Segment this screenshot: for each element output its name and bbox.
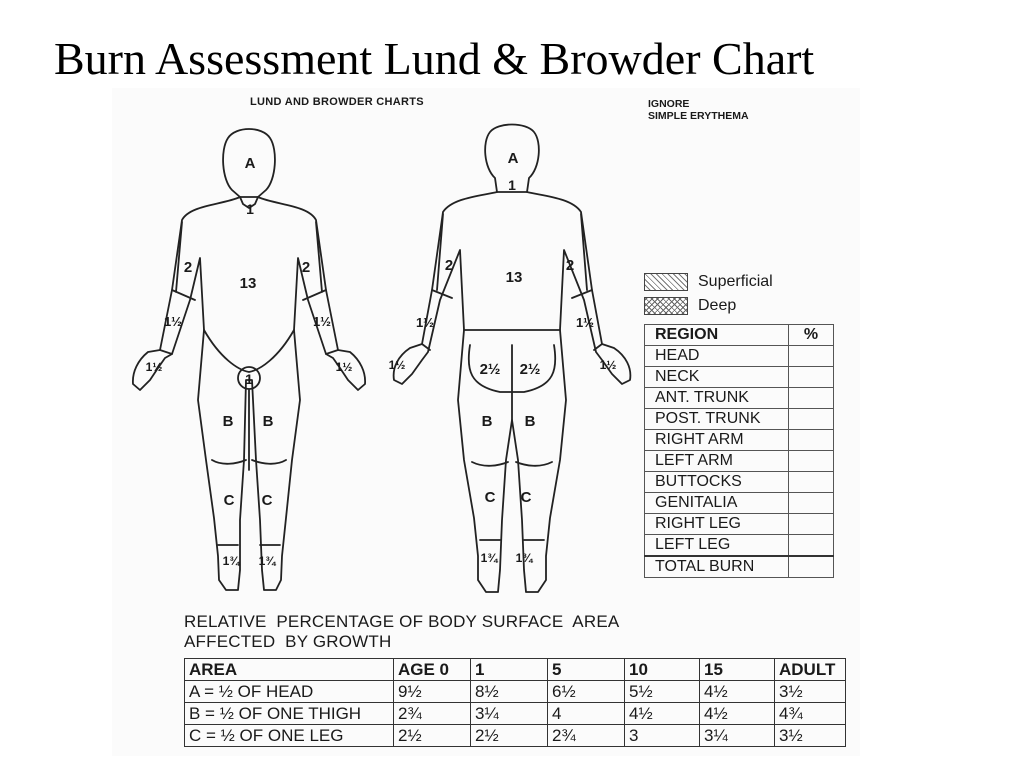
front-groin-lines [204, 330, 294, 470]
region-cell: BUTTOCKS [645, 472, 789, 493]
growth-heading-line-1: RELATIVE PERCENTAGE OF BODY SURFACE AREA [184, 612, 620, 631]
back-thigh-left-label: B [481, 413, 493, 430]
region-table-header [645, 325, 834, 346]
table-row [185, 703, 846, 725]
back-upper-arm-left-label: 2 [444, 257, 454, 274]
value-cell: 3½ [775, 681, 846, 703]
back-buttock-left-label: 2½ [479, 361, 501, 378]
legend-superficial [644, 270, 773, 294]
front-genitalia-label: 1 [245, 371, 253, 387]
front-head-label: A [244, 155, 256, 172]
value-cell: 4½ [700, 703, 775, 725]
value-cell: 4 [548, 703, 625, 725]
value-cell: 5½ [625, 681, 700, 703]
front-forearm-left-label: 1½ [312, 314, 332, 329]
table-row [645, 388, 834, 409]
back-foot-right-label: 1¾ [515, 551, 533, 565]
value-cell: 4½ [625, 703, 700, 725]
table-row [185, 681, 846, 703]
front-trunk-label: 13 [239, 275, 257, 292]
table-row [645, 346, 834, 367]
area-header: AREA [185, 659, 394, 681]
percent-cell[interactable] [789, 346, 834, 367]
area-cell: B = ½ OF ONE THIGH [185, 703, 394, 725]
percent-cell[interactable] [789, 514, 834, 535]
front-foot-left-label: 1¾ [258, 554, 276, 568]
total-percent-cell[interactable] [789, 556, 834, 578]
total-label: TOTAL BURN [645, 556, 789, 578]
front-thigh-right-label: B [222, 413, 234, 430]
growth-table [184, 658, 846, 747]
back-forearm-left-label: 1½ [415, 315, 435, 330]
percent-cell[interactable] [789, 388, 834, 409]
percent-cell[interactable] [789, 451, 834, 472]
percent-cell[interactable] [789, 535, 834, 557]
table-row [645, 409, 834, 430]
value-cell: 4½ [700, 681, 775, 703]
table-row [185, 725, 846, 747]
area-cell: C = ½ OF ONE LEG [185, 725, 394, 747]
region-percent-table [644, 324, 834, 578]
growth-heading-line-2: AFFECTED BY GROWTH [184, 632, 392, 651]
value-cell: 2½ [471, 725, 548, 747]
back-neck-label: 1 [508, 177, 516, 193]
front-forearm-right-label: 1½ [163, 314, 183, 329]
age-0-header: AGE 0 [394, 659, 471, 681]
percent-cell[interactable] [789, 493, 834, 514]
back-foot-left-label: 1¾ [480, 551, 498, 565]
percent-cell[interactable] [789, 430, 834, 451]
age-15-header: 15 [700, 659, 775, 681]
value-cell: 3¼ [700, 725, 775, 747]
note-line-1: IGNORE [648, 98, 690, 110]
value-cell: 2¾ [548, 725, 625, 747]
back-body-figure [394, 125, 631, 593]
age-1-header: 1 [471, 659, 548, 681]
value-cell: 6½ [548, 681, 625, 703]
back-leg-right-label: C [520, 489, 532, 506]
back-buttock-lines [469, 345, 556, 420]
age-10-header: 10 [625, 659, 700, 681]
table-row [645, 472, 834, 493]
percent-cell[interactable] [789, 409, 834, 430]
age-5-header: 5 [548, 659, 625, 681]
legend-superficial-label: Superficial [698, 273, 773, 290]
deep-swatch [644, 297, 688, 315]
region-cell: POST. TRUNK [645, 409, 789, 430]
region-cell: RIGHT ARM [645, 430, 789, 451]
superficial-swatch [644, 273, 688, 291]
area-cell: A = ½ OF HEAD [185, 681, 394, 703]
value-cell: 3½ [775, 725, 846, 747]
table-row [645, 367, 834, 388]
front-neck-label: 1 [246, 201, 254, 217]
legend-deep-label: Deep [698, 297, 737, 314]
back-thigh-right-label: B [524, 413, 536, 430]
value-cell: 3 [625, 725, 700, 747]
slide-title: Burn Assessment Lund & Browder Chart [54, 33, 815, 84]
region-header: REGION [645, 325, 789, 346]
table-row [645, 535, 834, 557]
table-row [645, 493, 834, 514]
percent-header: % [789, 325, 834, 346]
burn-depth-legend [644, 270, 773, 318]
front-leg-right-label: C [223, 492, 235, 509]
front-upper-arm-left-label: 2 [301, 259, 311, 276]
front-hand-left-label: 1½ [335, 360, 353, 374]
back-leg-left-label: C [484, 489, 496, 506]
front-leg-left-label: C [261, 492, 273, 509]
region-cell: HEAD [645, 346, 789, 367]
region-cell: RIGHT LEG [645, 514, 789, 535]
back-head-label: A [507, 150, 519, 167]
region-cell: LEFT ARM [645, 451, 789, 472]
adult-header: ADULT [775, 659, 846, 681]
back-forearm-right-label: 1½ [575, 315, 595, 330]
region-cell: ANT. TRUNK [645, 388, 789, 409]
table-row [645, 514, 834, 535]
back-upper-arm-right-label: 2 [565, 257, 575, 274]
front-upper-arm-right-label: 2 [183, 259, 193, 276]
value-cell: 9½ [394, 681, 471, 703]
front-thigh-left-label: B [262, 413, 274, 430]
value-cell: 2½ [394, 725, 471, 747]
front-foot-right-label: 1¾ [222, 554, 240, 568]
value-cell: 3¼ [471, 703, 548, 725]
growth-table-header [185, 659, 846, 681]
back-buttock-right-label: 2½ [519, 361, 541, 378]
percent-cell[interactable] [789, 367, 834, 388]
percent-cell[interactable] [789, 472, 834, 493]
region-cell: LEFT LEG [645, 535, 789, 557]
legend-deep [644, 294, 773, 318]
value-cell: 8½ [471, 681, 548, 703]
value-cell: 2¾ [394, 703, 471, 725]
growth-heading [184, 612, 619, 652]
table-row [645, 451, 834, 472]
region-cell: NECK [645, 367, 789, 388]
table-row [645, 430, 834, 451]
back-hand-right-label: 1½ [599, 358, 617, 372]
front-body-figure [133, 129, 365, 590]
region-cell: GENITALIA [645, 493, 789, 514]
value-cell: 4¾ [775, 703, 846, 725]
sheet-heading: LUND AND BROWDER CHARTS [250, 96, 424, 108]
back-hand-left-label: 1½ [388, 358, 406, 372]
note-line-2: SIMPLE ERYTHEMA [648, 110, 749, 122]
back-trunk-label: 13 [505, 269, 523, 286]
total-row [645, 556, 834, 578]
front-hand-right-label: 1½ [145, 360, 163, 374]
